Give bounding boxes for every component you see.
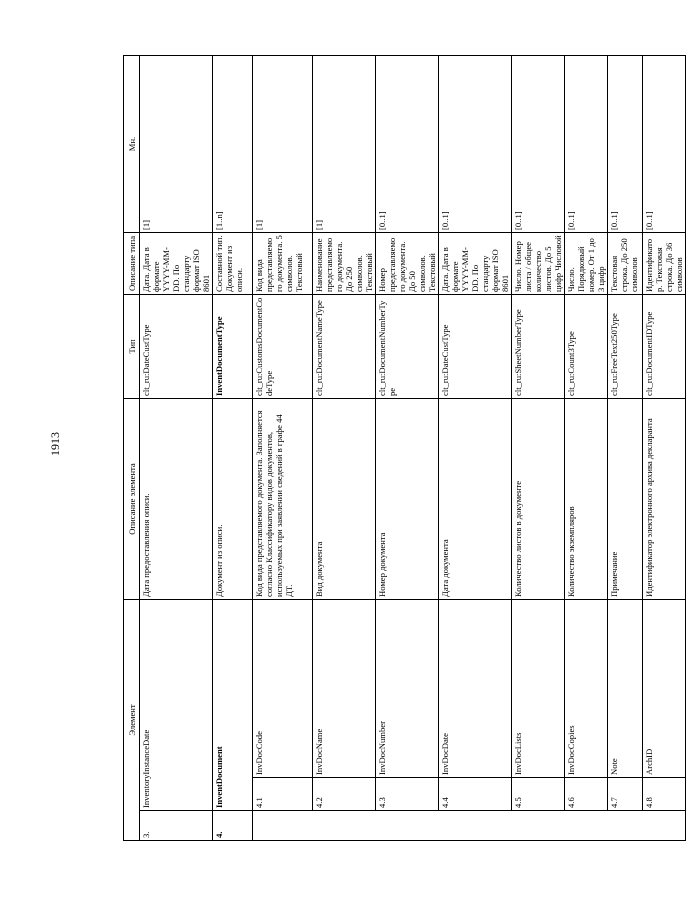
multiplicity: [0..1] [376,56,439,233]
type-name: clt_ru:DocumentIDType [643,295,686,399]
element-name: ArchID [643,600,686,778]
multiplicity: [0..1] [439,56,512,233]
type-name: clt_ru:SheetNumberType [512,295,565,399]
type-name: clt_ru:Count3Type [565,295,608,399]
element-desc: Количество листов в документе [512,399,565,600]
header-mult: Мн. [124,56,140,233]
row-number: 4.7 [608,778,643,811]
element-name: InvDocName [313,600,376,778]
table-row [313,56,376,841]
header-type-desc: Описание типа [124,233,140,295]
element-desc: Идентификатор электронного архива декларанта [643,399,686,600]
element-desc: Документ из описи. [213,399,253,600]
type-desc: Дата. Дата в формате YYYY-MM-DD. По стандарту формат ISO 8601 [439,233,512,295]
element-desc: Вид документа [313,399,376,600]
table-row [140,56,213,841]
multiplicity: [0..1] [608,56,643,233]
type-desc: Идентификатор. Текстовая строка. До 36 символов [643,233,686,295]
row-number: 4.6 [565,778,608,811]
multiplicity: [1..n] [213,56,253,233]
element-desc: Код вида представляемого документа. Заполняется согласно Классификатору видов документов, используемых при заявлении сведений в графе 44 ДТ. [253,399,313,600]
type-desc: Номер представляемого документа. До 50 символов. Текстовый [376,233,439,295]
multiplicity: [1] [313,56,376,233]
page-number: 1913 [48,432,62,456]
type-desc: Текстовая строка. До 250 символов [608,233,643,295]
element-name: InvDocCopies [565,600,608,778]
table-row [376,56,439,841]
element-desc: Дата предоставления описи. [140,399,213,600]
row-number: 4.3 [376,778,439,811]
multiplicity: [1] [253,56,313,233]
multiplicity: [0..1] [643,56,686,233]
type-desc: Код вида представляемого документа. 5 символов. Текстовый [253,233,313,295]
table-row [439,56,512,841]
table-header-row [124,56,140,841]
spec-table [123,55,686,841]
type-desc: Число. Порядковый номер. От 1 до 3 цифр [565,233,608,295]
indent-cell [253,811,686,841]
type-desc: Наименование представляемого документа. До 250 символов. Текстовый [313,233,376,295]
element-name: InventoryInstanceDate [140,600,213,811]
type-desc: Дата. Дата в формате YYYY-MM-DD. По стандарту формат ISO 8601 [140,233,213,295]
element-name: InvDocNumber [376,600,439,778]
type-name: InventDocumentType [213,295,253,399]
type-name: clt_ru:DateCustType [439,295,512,399]
row-number: 4.4 [439,778,512,811]
table-row [253,56,313,841]
type-desc: Число. Номер листа / общее количество листов. До 5 цифр Числовой [512,233,565,295]
type-name: clt_ru:DocumentNameType [313,295,376,399]
row-number: 3. [140,811,213,841]
type-name: clt_ru:DateCustType [140,295,213,399]
type-desc: Составной тип. Документ из описи. [213,233,253,295]
table-row [512,56,565,841]
element-name: InvDocDate [439,600,512,778]
element-name: InvDocCode [253,600,313,778]
row-number: 4.1 [253,778,313,811]
element-desc: Дата документа [439,399,512,600]
table-row [608,56,643,841]
element-desc: Примечание [608,399,643,600]
rotated-table-container [123,56,684,841]
header-element: Элемент [124,600,140,841]
element-desc: Номер документа [376,399,439,600]
row-number: 4. [213,811,253,841]
multiplicity: [0..1] [512,56,565,233]
type-name: clt_ru:CustomsDocumentCodeType [253,295,313,399]
element-name: InvDocLists [512,600,565,778]
element-desc: Количество экземпляров [565,399,608,600]
header-element-desc: Описание элемента [124,399,140,600]
element-name: Note [608,600,643,778]
type-name: clt_ru:DocumentNumberType [376,295,439,399]
row-number: 4.5 [512,778,565,811]
table-row [565,56,608,841]
table-row [213,56,253,841]
element-name: InventDocument [213,600,253,811]
multiplicity: [1] [140,56,213,233]
table-row [643,56,686,841]
row-number: 4.8 [643,778,686,811]
row-number: 4.2 [313,778,376,811]
type-name: clt_ru:FreeText250Type [608,295,643,399]
multiplicity: [0..1] [565,56,608,233]
header-type: Тип [124,295,140,399]
